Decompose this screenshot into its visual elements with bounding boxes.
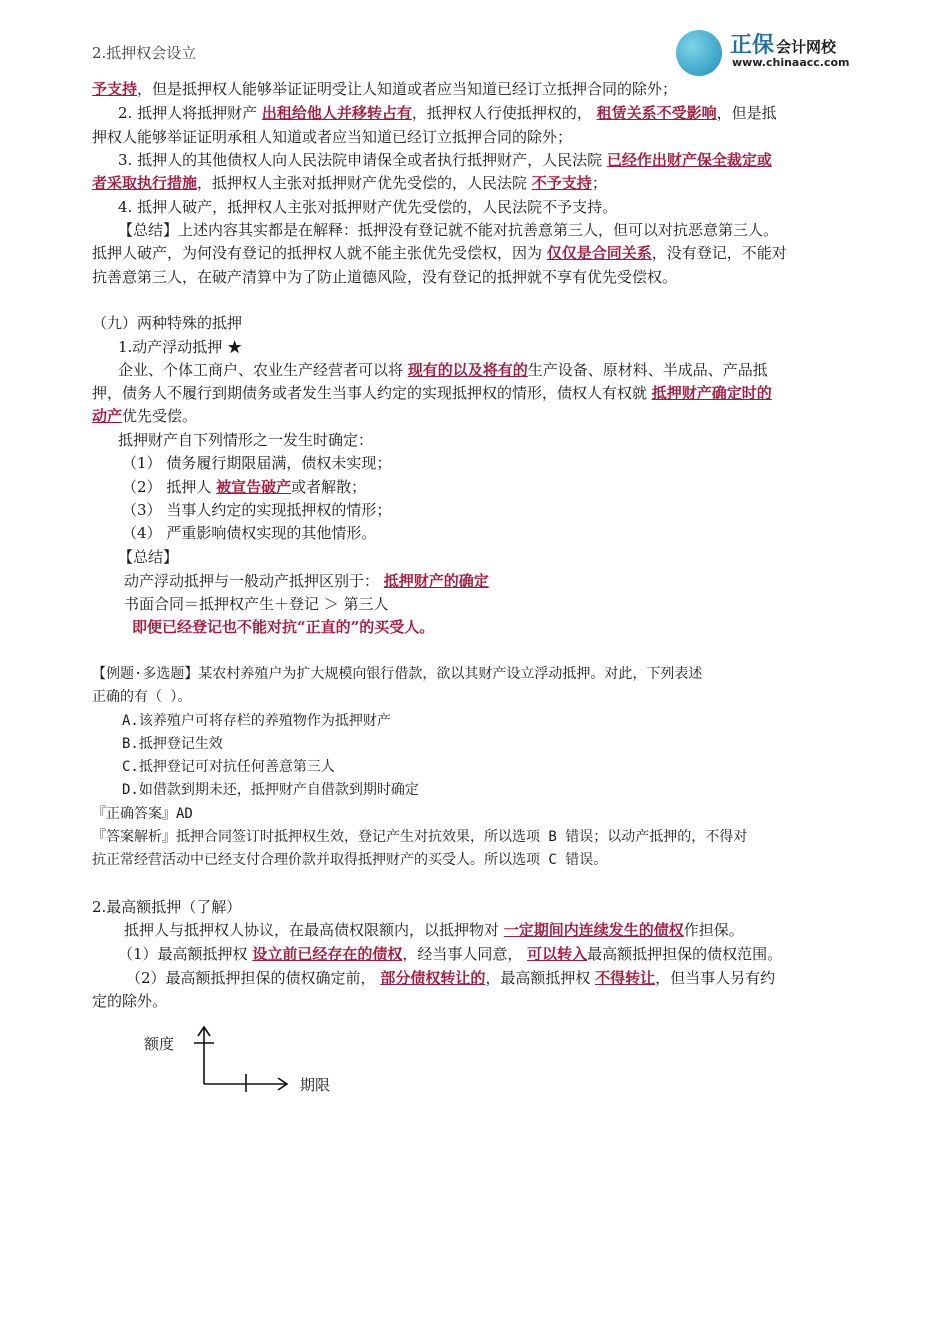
list-item: （4） 严重影响债权实现的其他情形。 bbox=[122, 524, 377, 542]
option-d: D.如借款到期未还，抵押财产自借款到期时确定 bbox=[122, 782, 419, 798]
example-question: 【例题·多选题】某农村养殖户为扩大规模向银行借款，欲以其财产设立浮动抵押。对此，下列表述 bbox=[92, 666, 703, 682]
max-para-1: 抵押人与抵押权人协议，在最高债权限额内，以抵押物对 一定期间内连续发生的债权作担保。 bbox=[124, 921, 744, 939]
option-a: A.该养殖户可将存栏的养殖物作为抵押财产 bbox=[122, 713, 391, 729]
option-b: B.抵押登记生效 bbox=[122, 736, 223, 752]
summary-2-label: 【总结】 bbox=[118, 548, 179, 566]
logo-brand: 正保 会计网校 bbox=[730, 33, 837, 58]
logo-url: www.chinaacc.com bbox=[732, 56, 850, 69]
line-1: 予支持，但是抵押权人能够举证证明受让人知道或者应当知道已经订立抵押合同的除外； bbox=[92, 80, 678, 98]
answer-explanation: 『答案解析』抵押合同签订时抵押权生效，登记产生对抗效果，所以选项 B 错误；以动产抵押的，不得对 bbox=[92, 829, 748, 845]
section-9-heading: （九）两种特殊的抵押 bbox=[92, 314, 243, 332]
subheading-max-mortgage: 2.最高额抵押（了解） bbox=[92, 898, 242, 916]
summary-1: 【总结】上述内容其实都是在解释：抵押没有登记就不能对抗善意第三人，但可以对抗恶意第三人。 bbox=[118, 221, 779, 239]
x-axis-arrow-icon bbox=[278, 1078, 287, 1090]
clipped-heading: 2.抵押权会设立 bbox=[92, 44, 197, 62]
line-2: 2. 抵押人将抵押财产 出租给他人并移转占有，抵押权人行使抵押权的， 租赁关系不受影响，但是抵 bbox=[118, 104, 777, 122]
max-para-3: （2）最高额抵押担保的债权确定前， 部分债权转让的，最高额抵押权 不得转让，但当事人另有约 bbox=[126, 969, 776, 987]
line-4: 3. 抵押人的其他债权人向人民法院申请保全或者执行抵押财产，人民法院 已经作出财产保全裁定或 bbox=[118, 151, 772, 169]
list-item: （2） 抵押人 被宣告破产或者解散； bbox=[122, 478, 367, 496]
difference-line: 动产浮动抵押与一般动产抵押区别于： 抵押财产的确定 bbox=[124, 572, 489, 590]
para-2: 押，债务人不履行到期债务或者发生当事人约定的实现抵押权的情形，债权人有权就 抵押财产确定时的 bbox=[92, 384, 772, 402]
line-3: 押权人能够举证证明承租人知道或者应当知道已经订立抵押合同的除外； bbox=[92, 128, 573, 146]
para-1: 企业、个体工商户、农业生产经营者可以将 现有的以及将有的生产设备、原材料、半成品、产品抵 bbox=[118, 361, 768, 379]
para-3: 动产优先受偿。 bbox=[92, 407, 198, 425]
max-para-4: 定的除外。 bbox=[92, 992, 168, 1010]
line-5: 者采取执行措施，抵押权人主张对抵押财产优先受偿的，人民法院 不予支持； bbox=[92, 174, 607, 192]
list-item: （1） 债务履行期限届满，债权未实现； bbox=[122, 454, 392, 472]
y-axis-arrow-icon bbox=[198, 1027, 210, 1036]
subheading-floating-mortgage: 1.动产浮动抵押 ★ bbox=[118, 338, 243, 356]
line-6: 4. 抵押人破产，抵押权人主张对抵押财产优先受偿的，人民法院不予支持。 bbox=[118, 198, 618, 216]
option-c: C.抵押登记可对抗任何善意第三人 bbox=[122, 759, 335, 775]
logo-emblem-icon bbox=[676, 30, 722, 76]
answer-explanation-cont: 抗正常经营活动中已经支付合理价款并取得抵押财产的买受人。所以选项 C 错误。 bbox=[92, 852, 608, 868]
correct-answer: 『正确答案』AD bbox=[92, 806, 193, 822]
example-question-cont: 正确的有（ ）。 bbox=[92, 689, 192, 705]
max-para-2: （1）最高额抵押权 设立前已经存在的债权，经当事人同意， 可以转入最高额抵押担保的债权范围。 bbox=[118, 945, 783, 963]
chinaacc-logo bbox=[676, 26, 876, 80]
para-4: 抵押财产自下列情形之一发生时确定： bbox=[118, 431, 374, 449]
formula-line: 书面合同＝抵押权产生＋登记 ＞ 第三人 bbox=[124, 595, 389, 613]
note-line: 即便已经登记也不能对抗“正直的”的买受人。 bbox=[132, 618, 435, 636]
x-axis-label: 期限 bbox=[300, 1076, 331, 1094]
y-axis-label: 额度 bbox=[144, 1035, 175, 1053]
summary-1-cont: 抵押人破产，为何没有登记的抵押权人就不能主张优先受偿权，因为 仅仅是合同关系，没有登记，不能对 bbox=[92, 244, 787, 262]
list-item: （3） 当事人约定的实现抵押权的情形； bbox=[122, 501, 392, 519]
summary-1-end: 抗善意第三人，在破产清算中为了防止道德风险，没有登记的抵押就不享有优先受偿权。 bbox=[92, 268, 678, 286]
